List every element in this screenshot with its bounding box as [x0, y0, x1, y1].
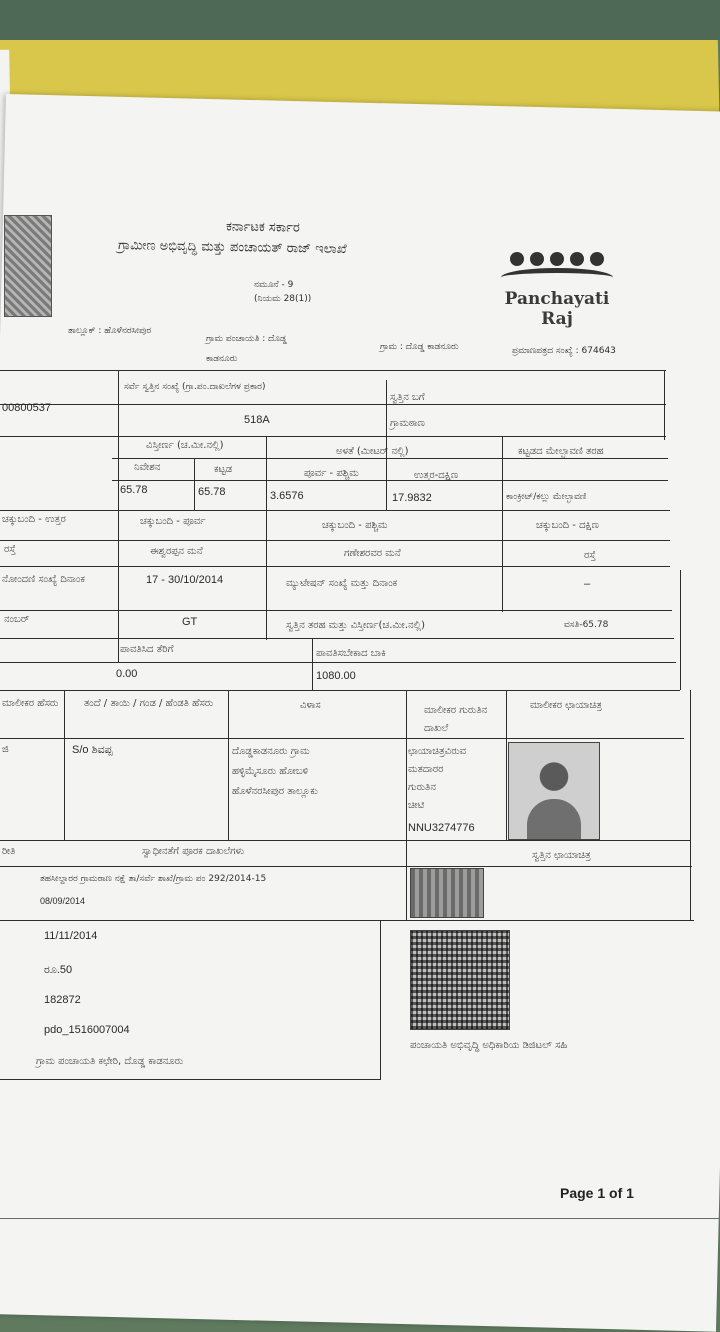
south-boundary-value: ರಸ್ತೆ [584, 550, 596, 561]
form-number: ನಮೂನೆ - 9 [254, 280, 294, 290]
east-west-value: 3.6576 [270, 490, 304, 502]
dimensions-label: ಅಳತೆ (ಮೀಟರ್ ನಲ್ಲಿ) [336, 446, 409, 457]
village-label: ಗ್ರಾಮ : ದೊಡ್ಡ ಕಾಡನೂರು [380, 342, 459, 352]
registration-value: 17 - 30/10/2014 [146, 574, 224, 586]
building-label: ಕಟ್ಟಡ [214, 464, 233, 475]
certificate-number: ಪ್ರಮಾಣಪತ್ರದ ಸಂಖ್ಯೆ : 674643 [512, 346, 616, 356]
roof-type-label: ಕಟ್ಟಡದ ಮೇಲ್ಛಾವಣಿ ತರಹ [518, 446, 604, 457]
west-boundary-value: ಗಣೇಶರವರ ಮನೆ [344, 548, 401, 559]
qr-code-icon [410, 930, 510, 1030]
address-line-3: ಹೊಳೆನರಸೀಪುರ ತಾಲ್ಲೂಕು [232, 786, 318, 797]
west-boundary-label: ಚಕ್ಕುಬಂದಿ - ಪಶ್ಚಿಮ [322, 520, 388, 531]
page-number: Page 1 of 1 [560, 1185, 634, 1201]
karnataka-emblem-icon [4, 215, 52, 317]
site-area-value: 65.78 [120, 484, 148, 496]
supporting-doc-value: ತಹಸೀಲ್ದಾರರ ಗ್ರಾಮಠಾಣ ನಕ್ಷೆ ತಾ/ಸರ್ವೆ ಶಾಖೆ/ಗ್ರಾಮ ಪಂ 292/2014-15 [40, 874, 267, 884]
tax-paid-value: 0.00 [116, 668, 138, 680]
owner-name-label: ಮಾಲೀಕರ ಹೆಸರು [2, 698, 59, 709]
logo-figures-icon [492, 252, 622, 266]
survey-number-value: 518A [244, 414, 270, 426]
owner-name-value: ಜಿ [2, 744, 9, 755]
address-line-1: ದೊಡ್ಡಕಾಡನೂರು ಗ್ರಾಮ [232, 746, 310, 757]
east-boundary-label: ಚಕ್ಕುಬಂದಿ - ಪೂರ್ವ [140, 516, 206, 527]
address-line-2: ಹಳ್ಳಿಮೈಸೂರು ಹೋಬಳಿ [232, 766, 309, 777]
tax-due-value: 1080.00 [316, 670, 356, 682]
mutation-label: ಮ್ಯುಟೇಷನ್ ಸಂಖ್ಯೆ ಮತ್ತು ದಿನಾಂಕ [286, 578, 398, 589]
pdo-id: pdo_1516007004 [44, 1024, 130, 1036]
logo-arc-icon [501, 268, 613, 287]
property-usage-label: ಸ್ವತ್ತಿನ ತರಹ ಮತ್ತು ವಿಸ್ತೀರ್ಣ(ಚ.ಮೀ.ನಲ್ಲಿ) [286, 620, 426, 631]
panchayati-raj-logo [492, 252, 622, 332]
gram-panchayat-label: ಗ್ರಾಮ ಪಂಚಾಯತಿ : ದೊಡ್ಡ [206, 334, 287, 344]
relation-value: S/o ಶಿವಪ್ಪ [72, 744, 113, 756]
south-boundary-label: ಚಕ್ಕುಬಂದಿ - ದಕ್ಷಿಣ [536, 520, 599, 531]
tax-due-label: ಪಾವತಿಸಬೇಕಾದ ಬಾಕಿ [316, 648, 386, 659]
north-south-value: 17.9832 [392, 492, 432, 504]
owner-id-line-1: ಛಾಯಾಚಿತ್ರವಿರುವ [408, 746, 467, 757]
owner-photo [508, 742, 600, 840]
receipt-number: 182872 [44, 994, 81, 1006]
taluk-label: ತಾಲ್ಲೂಕ್ : ಹೊಳೆನರಸೀಪುರ [68, 326, 152, 336]
owner-photo-label: ಮಾಲೀಕರ ಛಾಯಾಚಿತ್ರ [530, 700, 602, 711]
department-title: ಗ್ರಾಮೀಣ ಅಭಿವೃದ್ಧಿ ಮತ್ತು ಪಂಚಾಯತ್ ರಾಜ್ ಇಲಾಖೆ [117, 238, 347, 257]
relation-label: ತಂದೆ / ತಾಯಿ / ಗಂಡ / ಹೆಂಡತಿ ಹೆಸರು [84, 698, 214, 709]
office-name: ಗ್ರಾಮ ಪಂಚಾಯತಿ ಕಛೇರಿ, ದೊಡ್ಡ ಕಾಡನೂರು [36, 1056, 184, 1067]
survey-number-label: ಸರ್ವೆ ಸ್ವತ್ತಿನ ಸಂಖ್ಯೆ (ಗ್ರಾ.ಪಂ.ದಾಖಲೆಗಳ ಪ್ರಕಾರ) [124, 382, 266, 392]
voter-id-value: NNU3274776 [408, 822, 475, 834]
rule-number: (ನಿಯಮ 28(1)) [254, 294, 312, 304]
supporting-doc-date: 08/09/2014 [40, 896, 86, 906]
registration-label: ನೋಂದಣಿ ಸಂಖ್ಯೆ ದಿನಾಂಕ [2, 574, 85, 585]
site-label: ನಿವೇಶನ [134, 462, 161, 473]
north-boundary-label: ಚಕ್ಕುಬಂದಿ - ಉತ್ತರ [2, 514, 66, 525]
property-usage-value: ವಸತಿ-65.78 [564, 620, 609, 630]
tax-paid-label: ಪಾವತಿಸಿದ ತೆರಿಗೆ [120, 644, 174, 655]
property-type-value: ಗ್ರಾಮಠಾಣ [390, 418, 425, 429]
number-value: GT [182, 616, 198, 628]
building-area-value: 65.78 [198, 486, 226, 498]
owner-id-line-4: ಚೀಟಿ [408, 800, 425, 811]
roof-type-value: ಕಾಂಕ್ರೀಟ್/ಕಲ್ಲು ಮೇಲ್ಛಾವಣಿ [506, 492, 587, 502]
method-label: ರೀತಿ [2, 846, 16, 857]
property-type-label: ಸ್ವತ್ತಿನ ಬಗೆ [390, 392, 425, 403]
issue-date: 11/11/2014 [44, 930, 98, 942]
gram-panchayat-label-2: ಕಾಡನೂರು [206, 354, 238, 364]
digital-signature-label: ಪಂಚಾಯತಿ ಅಭಿವೃದ್ಧಿ ಅಧಿಕಾರಿಯ ಡಿಜಿಟಲ್ ಸಹಿ [410, 1040, 568, 1051]
number-label: ನಂಬರ್ [4, 614, 30, 625]
east-west-label: ಪೂರ್ವ - ಪಶ್ಚಿಮ [304, 468, 359, 479]
fee-amount: ರೂ.50 [44, 964, 73, 976]
north-boundary-value: ರಸ್ತೆ [4, 544, 16, 555]
east-boundary-value: ಈಶ್ವರಪ್ಪನ ಮನೆ [150, 546, 203, 557]
north-south-label: ಉತ್ತರ-ದಕ್ಷಿಣ [414, 470, 459, 481]
owner-id-line-2: ಮತದಾರರ [408, 764, 444, 775]
mutation-value: – [584, 578, 591, 590]
govt-title: ಕರ್ನಾಟಕ ಸರ್ಕಾರ [225, 219, 300, 236]
logo-text: Panchayati Raj [504, 289, 610, 329]
supporting-docs-label: ಸ್ವಾಧೀನತೆಗೆ ಪೂರಕ ದಾಖಲೆಗಳು [142, 846, 245, 857]
owner-id-label: ಮಾಲೀಕರ ಗುರುತಿನ ದಾಖಲೆ [424, 705, 488, 734]
property-photo-label: ಸ್ವತ್ತಿನ ಛಾಯಾಚಿತ್ರ [532, 850, 591, 861]
property-id: 00800537 [2, 402, 51, 414]
owner-id-line-3: ಗುರುತಿನ [408, 782, 436, 793]
address-label: ವಿಳಾಸ [300, 700, 321, 711]
area-label: ವಿಸ್ತೀರ್ಣ (ಚ.ಮೀ.ನಲ್ಲಿ) [146, 440, 224, 451]
property-photo [410, 868, 484, 918]
